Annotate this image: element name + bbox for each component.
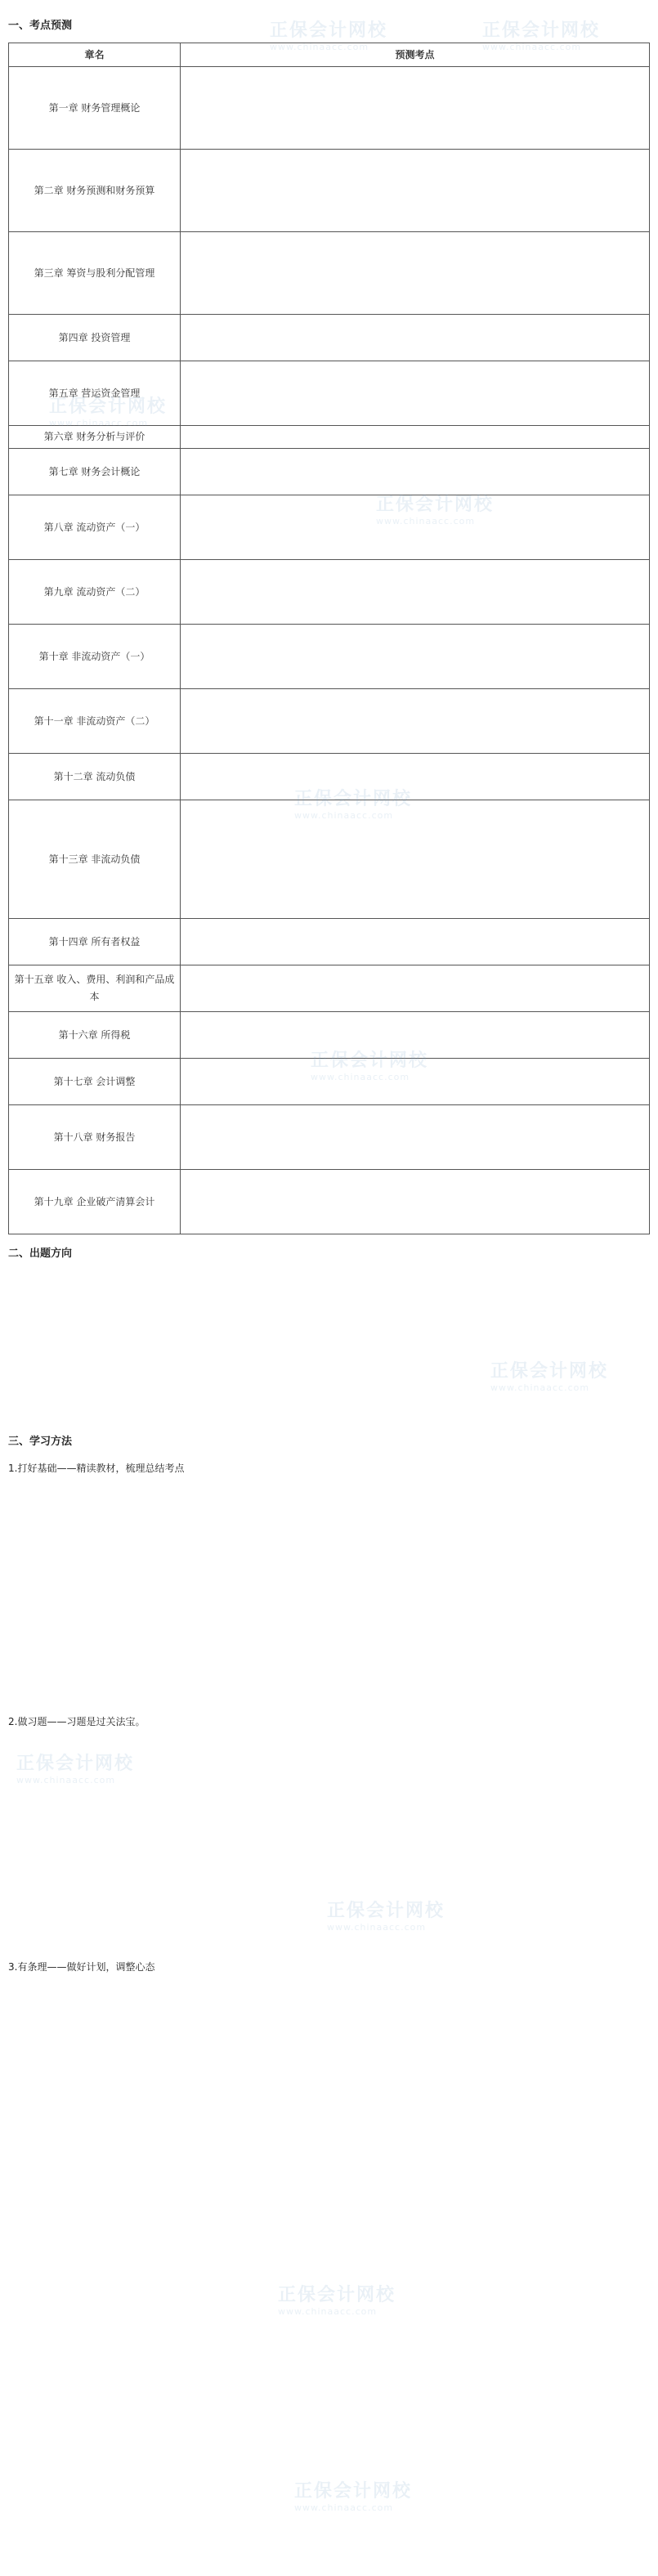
watermark: 正保会计网校 www.chinaacc.com — [490, 1361, 609, 1393]
watermark: 正保会计网校 www.chinaacc.com — [278, 2285, 396, 2317]
table-row — [9, 315, 650, 361]
direction-item — [8, 1388, 650, 1422]
table-row — [9, 1170, 650, 1234]
method-paragraph — [8, 1980, 650, 2049]
points-cell — [181, 315, 650, 361]
chapter-cell: 第十七章 会计调整 — [9, 1059, 181, 1105]
table-row — [9, 361, 650, 426]
points-cell — [181, 689, 650, 754]
section-heading-method: 三、学习方法 — [8, 1436, 73, 1448]
points-cell — [181, 232, 650, 315]
method-subheading: 2.做习题——习题是过关法宝。 — [8, 1716, 145, 1727]
table-row — [9, 1012, 650, 1059]
table-row — [9, 919, 650, 965]
watermark: 正保会计网校 www.chinaacc.com — [482, 20, 601, 52]
column-header-chapter: 章名 — [9, 43, 181, 67]
points-cell — [181, 1059, 650, 1105]
points-cell — [181, 965, 650, 1012]
points-cell — [181, 754, 650, 800]
table-row — [9, 965, 650, 1012]
chapter-cell: 第五章 营运资金管理 — [9, 361, 181, 426]
watermark: 正保会计网校 www.chinaacc.com — [376, 495, 495, 526]
table-header-row — [9, 43, 650, 67]
column-header-points: 预测考点 — [181, 43, 650, 67]
method-paragraph — [8, 1735, 650, 1872]
section-heading-direction: 二、出题方向 — [8, 1248, 73, 1260]
table-row — [9, 495, 650, 560]
chapter-cell: 第七章 财务会计概论 — [9, 449, 181, 495]
table-row — [9, 1059, 650, 1105]
chapter-cell: 第九章 流动资产（二） — [9, 560, 181, 625]
chapter-cell: 第十八章 财务报告 — [9, 1105, 181, 1170]
chapter-cell: 第十二章 流动负债 — [9, 754, 181, 800]
table-row — [9, 232, 650, 315]
method-subheading: 3.有条理——做好计划，调整心态 — [8, 1961, 155, 1973]
points-cell — [181, 919, 650, 965]
table-row — [9, 67, 650, 150]
chapter-cell: 第十三章 非流动负债 — [9, 800, 181, 919]
watermark: 正保会计网校 www.chinaacc.com — [294, 2481, 413, 2513]
table-row — [9, 560, 650, 625]
table-row — [9, 426, 650, 449]
forecast-table — [8, 43, 650, 1234]
method-paragraph — [8, 1558, 650, 1610]
chapter-cell: 第八章 流动资产（一） — [9, 495, 181, 560]
points-cell — [181, 361, 650, 426]
points-cell — [181, 1105, 650, 1170]
points-cell — [181, 67, 650, 150]
direction-item — [8, 1328, 650, 1380]
table-row — [9, 754, 650, 800]
chapter-cell: 第二章 财务预测和财务预算 — [9, 150, 181, 232]
table-row — [9, 1105, 650, 1170]
table-row — [9, 800, 650, 919]
method-paragraph — [8, 1880, 650, 1949]
chapter-cell: 第三章 筹资与股利分配管理 — [9, 232, 181, 315]
watermark: 正保会计网校 www.chinaacc.com — [311, 1051, 429, 1082]
points-cell — [181, 800, 650, 919]
points-cell — [181, 449, 650, 495]
chapter-cell: 第十一章 非流动资产（二） — [9, 689, 181, 754]
chapter-cell: 第十章 非流动资产（一） — [9, 625, 181, 689]
chapter-cell: 第十四章 所有者权益 — [9, 919, 181, 965]
watermark: 正保会计网校 www.chinaacc.com — [327, 1901, 445, 1933]
points-cell — [181, 560, 650, 625]
points-cell — [181, 150, 650, 232]
chapter-cell: 第一章 财务管理概论 — [9, 67, 181, 150]
points-cell — [181, 625, 650, 689]
watermark: 正保会计网校 www.chinaacc.com — [294, 789, 413, 821]
chapter-cell: 第六章 财务分析与评价 — [9, 426, 181, 449]
points-cell — [181, 1170, 650, 1234]
section-heading-forecast: 一、考点预测 — [8, 20, 73, 32]
table-row — [9, 625, 650, 689]
chapter-cell: 第四章 投资管理 — [9, 315, 181, 361]
watermark: 正保会计网校 www.chinaacc.com — [49, 396, 168, 428]
chapter-cell: 第十九章 企业破产清算会计 — [9, 1170, 181, 1234]
points-cell — [181, 426, 650, 449]
method-paragraph — [8, 1618, 650, 1704]
chapter-cell: 第十六章 所得税 — [9, 1012, 181, 1059]
points-cell — [181, 495, 650, 560]
method-subheading: 1.打好基础——精读教材，梳理总结考点 — [8, 1463, 185, 1474]
table-row — [9, 689, 650, 754]
table-row — [9, 150, 650, 232]
chapter-cell: 第十五章 收入、费用、利润和产品成本 — [9, 965, 181, 1012]
method-paragraph — [8, 1481, 650, 1550]
watermark: 正保会计网校 www.chinaacc.com — [270, 20, 388, 52]
table-row — [9, 449, 650, 495]
points-cell — [181, 1012, 650, 1059]
direction-item — [8, 1269, 650, 1320]
watermark: 正保会计网校 www.chinaacc.com — [16, 1754, 135, 1785]
